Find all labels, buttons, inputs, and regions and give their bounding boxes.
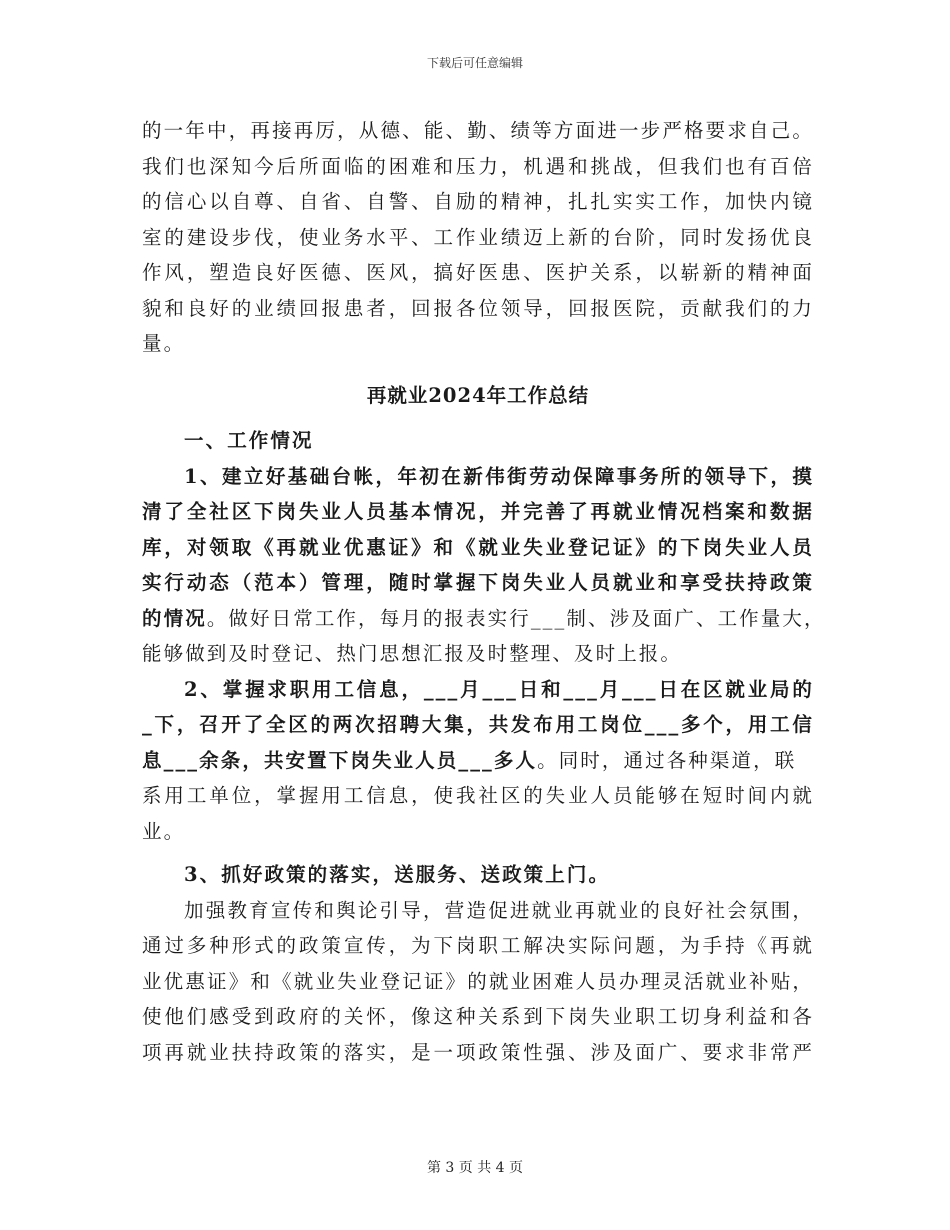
page-number: 第 3 页 共 4 页: [426, 1160, 524, 1176]
text-line: 能够做到及时登记、热门思想汇报及时整理、及时上报。: [142, 642, 683, 665]
text-line-mixed: [142, 601, 826, 637]
text-line: 室的建设步伐，使业务水平、工作业绩迈上新的台阶，同时发扬优良: [142, 225, 814, 249]
text-line: 的一年中，再接再厉，从德、能、勤、绩等方面进一步严格要求自己。: [142, 119, 814, 142]
text-line: 通过多种形式的政策宣传，为下岗职工解决实际问题，为手持《再就: [142, 934, 814, 957]
text-line: 我们也深知今后所面临的困难和压力，机遇和挑战，但我们也有百倍: [142, 154, 814, 178]
paragraph-policy: [142, 893, 814, 1071]
normal-span: 。做好日常工作，每月的报表实行___制、涉及面广、工作量大，: [206, 606, 826, 630]
text-line: 2、掌握求职用工信息，___月___日和___月___日在区就业局的: [184, 677, 814, 701]
text-line: 量。: [142, 332, 186, 355]
paragraph-ledger: [142, 459, 826, 672]
text-line: 使他们感受到政府的关怀，像这种关系到下岗失业职工切身利益和各: [142, 1005, 814, 1028]
header-note: 下载后可任意编辑: [426, 56, 523, 70]
text-line: 貌和良好的业绩回报患者，回报各位领导，回报医院，贡献我们的力: [142, 296, 814, 320]
text-line: 业。: [142, 819, 186, 843]
bold-span: 息___余条，共安置下岗失业人员___多人: [142, 748, 538, 772]
intro-paragraph: [142, 113, 814, 362]
text-line: 实行动态（范本）管理，随时掌握下岗失业人员就业和享受扶持政策: [142, 571, 814, 594]
text-line: 系用工单位，掌握用工信息，使我社区的失业人员能够在短时间内就: [142, 784, 814, 807]
normal-span: 。同时，通过各种渠道，联: [537, 748, 797, 772]
text-line: 项再就业扶持政策的落实，是一项政策性强、涉及面广、要求非常严: [142, 1040, 814, 1064]
section-title: 再就业2024年工作总结: [366, 383, 590, 407]
text-line: 库，对领取《再就业优惠证》和《就业失业登记证》的下岗失业人员: [142, 535, 814, 559]
text-line: 的信心以自尊、自省、自警、自励的精神，扎扎实实工作，加快内镜: [142, 190, 814, 213]
text-line: 1、建立好基础台帐，年初在新伟街劳动保障事务所的领导下，摸: [184, 464, 814, 488]
text-line: 作风，塑造良好医德、医风，搞好医患、医护关系，以崭新的精神面: [142, 261, 814, 284]
text-line-mixed: [142, 743, 814, 779]
heading-work-status: 一、工作情况: [184, 429, 314, 452]
text-line: _下，召开了全区的两次招聘大集，共发布用工岗位___多个，用工信: [142, 713, 814, 736]
document-body: [142, 113, 826, 1070]
text-line: 清了全社区下岗失业人员基本情况，并完善了再就业情况档案和数据: [142, 500, 814, 523]
text-line: 业优惠证》和《就业失业登记证》的就业困难人员办理灵活就业补贴，: [142, 969, 814, 993]
text-line: 加强教育宣传和舆论引导，营造促进就业再就业的良好社会氛围，: [184, 898, 814, 922]
heading-policy: 3、抓好政策的落实，送服务、送政策上门。: [184, 863, 611, 886]
bold-span: 的情况: [142, 606, 207, 630]
paragraph-job-info: [142, 672, 814, 850]
